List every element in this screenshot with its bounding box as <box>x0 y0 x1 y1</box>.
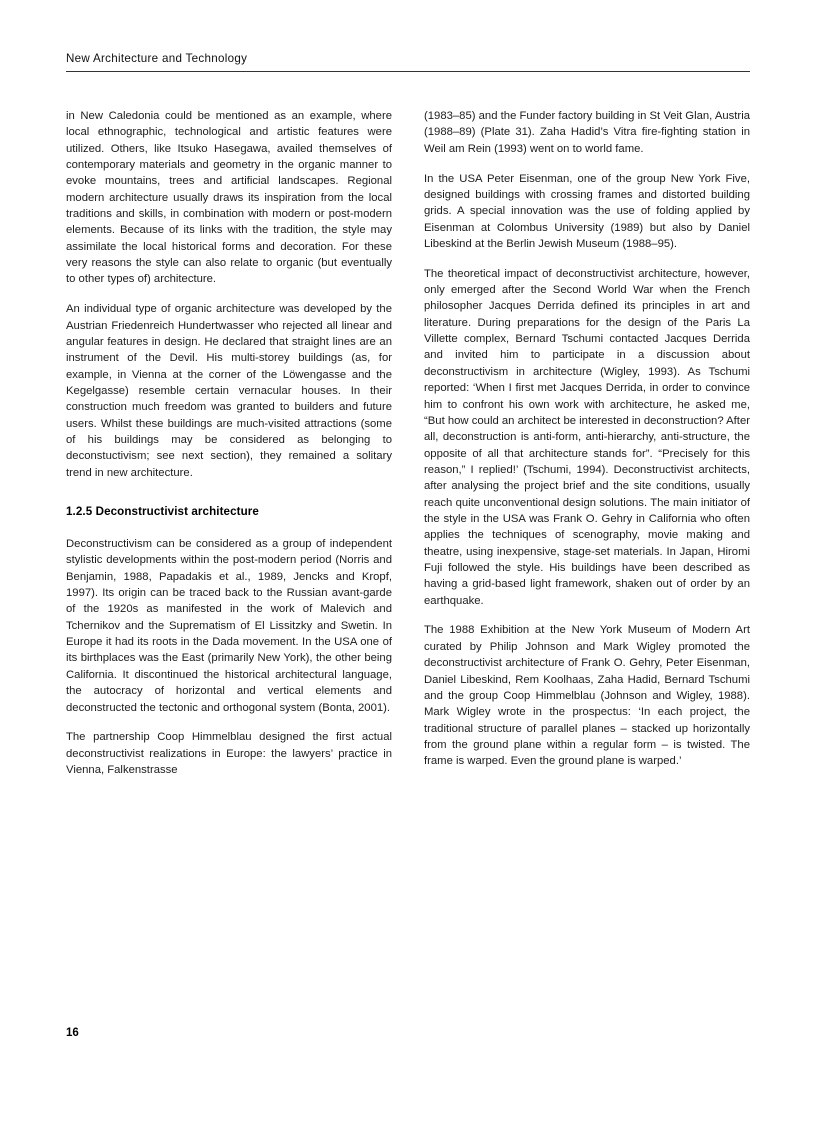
paragraph: The partnership Coop Himmelblau designed the first actual deconstructivist realizations in Europe: the lawyers’ practice in Vienna, Falkenstrasse <box>66 731 392 777</box>
paragraph: (1983–85) and the Funder factory building in St Veit Glan, Austria (1988–89) (Plate 31). Zaha Hadid’s Vitra fire-fighting station in Weil am Rein (1993) went on to world fame. <box>424 110 750 155</box>
paragraph: The 1988 Exhibition at the New York Museum of Modern Art curated by Philip Johnson and Mark Wigley promoted the deconstructivist architecture of Frank O. Gehry, Peter Eisenman, Daniel Libeskind, Rem Koolhaas, Zaha Hadid, Bernard Tschumi and the group Coop Himmelblau (Johnson and Wigley, 1988). Mark Wigley wrote in the prospectus: ‘In each project, the traditional structure of parallel planes – stacked up horizontally from the ground plane within a regular form – is twisted. The frame is warped. Even the ground plane is warped.’ <box>424 624 750 768</box>
paragraph: An individual type of organic architecture was developed by the Austrian Friedenreich Hundertwasser who rejected all linear and angular features in design. He declared that straight lines are an instrument of the Devil. His multi-storey buildings (as, for example, in Vienna at the corner of the Löwengasse and the Kegelgasse) resemble certain vernacular houses. In their construction much freedom was granted to builders and future users. Whilst these buildings are much-visited attractions (some of his buildings may be considered as belonging to deconstuctivism; see next section), they remained a solitary trend in new architecture. <box>66 303 392 479</box>
running-head-title: New Architecture and Technology <box>66 52 248 65</box>
running-head-rule <box>66 71 750 72</box>
running-head <box>66 52 750 72</box>
two-column-body <box>66 108 750 778</box>
page-number: 16 <box>66 1027 79 1039</box>
paragraph: The theoretical impact of deconstructivist architecture, however, only emerged after the Second World War when the French philosopher Jacques Derrida defined its principles in art and literature. During preparations for the design of the Paris La Villette complex, Bernard Tschumi contacted Jacques Derrida and invited him to participate in a discussion about deconstructivism in architecture (Wigley, 1993). As Tschumi reported: ‘When I first met Jacques Derrida, in order to convince him to confront his own work with architecture, he asked me, “But how could an architect be interested in deconstruction? After all, deconstruction is anti-form, anti-hierarchy, anti-structure, the opposite of all that architecture stands for”. “Precisely for this reason,” I replied!’ (Tschumi, 1994). Deconstructivist architects, after analysing the project brief and the site conditions, usually reach quite unconventional design solutions. The main initiator of the style in the USA was Frank O. Gehry in California who often applies the techniques of scenography, movie making and theatre, using inexpensive, stage-set materials. In Japan, Hiromi Fuji followed the style. His buildings have been described as having a grid-based light framework, shaken out of order by an earthquake. <box>424 267 750 607</box>
left-column <box>66 108 392 778</box>
paragraph: In the USA Peter Eisenman, one of the group New York Five, designed buildings with crossing frames and distorted building grids. A special innovation was the use of folding applied by Eisenman at Colombus University (1989) but also by Daniel Libeskind at the Berlin Jewish Museum (1988–95). <box>424 172 750 250</box>
paragraph: in New Caledonia could be mentioned as an example, where local ethnographic, technological and artistic features were utilized. Others, like Itsuko Hasegawa, availed themselves of contemporary materials and geometry in the organic manner to evoke mountains, trees and artificial landscapes. Regional modern architecture usually draws its inspiration from the local traditions and skills, in combination with modern or post-modern elements. Because of its links with the tradition, the style may assimilate the local historical forms and decoration. For these very reasons the style can also relate to organic (but eventually to other types of) architecture. <box>66 110 392 286</box>
right-column <box>424 108 750 778</box>
section-heading: 1.2.5 Deconstructivist architecture <box>66 505 259 519</box>
paragraph: Deconstructivism can be considered as a group of independent stylistic developments within the post-modern period (Norris and Benjamin, 1988, Papadakis et al., 1989, Jencks and Kropf, 1997). Its origin can be traced back to the Russian avant-garde of the 1920s as manifested in the work of Malevich and Tchernikov and the Suprematism of El Lissitzky and Swetin. In Europe it had its roots in the Dada movement. In the USA one of its birthplaces was the East (primarily New York), the other being California. It discontinued the historical architectural language, the autocracy of horizontal and vertical elements and deconstructed the tectonic and orthogonal system (Bonta, 2001). <box>66 538 392 714</box>
